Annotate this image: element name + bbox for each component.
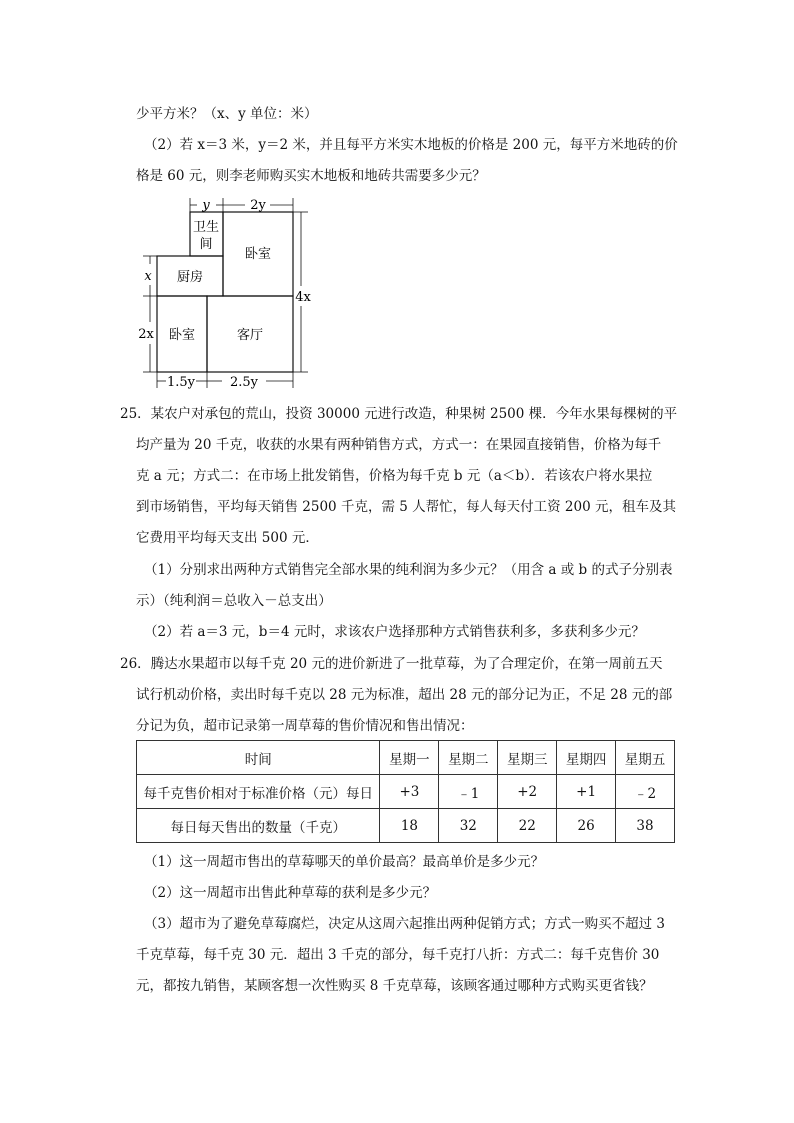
table-row-label-price: 每千克售价相对于标准价格（元）每日 xyxy=(137,775,380,809)
table-header-time: 时间 xyxy=(137,741,380,775)
table-cell: ﹣2 xyxy=(616,775,675,809)
q26-sub3-line3: 元，都按九销售，某顾客想一次性购买 8 千克草莓，该顾客通过哪种方式购买更省钱？ xyxy=(136,978,653,994)
q25-line4: 到市场销售，平均每天销售 2500 千克，需 5 人帮忙，每人每天付工资 200 元，租车及其 xyxy=(136,499,676,515)
q25-sub1-line2: 示）（纯利润＝总收入－总支出） xyxy=(136,593,332,609)
q25-line1: 25．某农户对承包的荒山，投资 30000 元进行改造，种果树 2500 棵．今年水果每棵树的平 xyxy=(120,406,678,422)
table-cell: 18 xyxy=(380,809,439,843)
table-cell: 26 xyxy=(557,809,616,843)
table-header-thursday: 星期四 xyxy=(557,741,616,775)
table-header-row xyxy=(137,741,675,775)
table-header-wednesday: 星期三 xyxy=(498,741,557,775)
q25-sub1-line1: （1）分别求出两种方式销售完全部水果的纯利润为多少元？（用含 a 或 b 的式子分别表 xyxy=(144,562,673,578)
table-header-monday: 星期一 xyxy=(380,741,439,775)
label-top-y: y xyxy=(202,198,210,213)
intro-line: 少平方米？（x、y 单位：米） xyxy=(136,106,318,122)
room-bedroom-bottom: 卧室 xyxy=(168,328,196,343)
table-header-friday: 星期五 xyxy=(616,741,675,775)
q25-sub2: （2）若 a＝3 元，b＝4 元时，求该农户选择那种方式销售获利多，多获利多少元？ xyxy=(144,624,645,640)
table-header-tuesday: 星期二 xyxy=(439,741,498,775)
table-cell: +3 xyxy=(380,775,439,809)
table-cell: +1 xyxy=(557,775,616,809)
q26-sub3-line2: 千克草莓，每千克 30 元．超出 3 千克的部分，每千克打八折：方式二：每千克售价 30 xyxy=(136,947,660,963)
table-cell: 38 xyxy=(616,809,675,843)
room-kitchen: 厨房 xyxy=(176,270,204,285)
label-left-2x: 2x xyxy=(138,327,154,342)
room-bedroom-top: 卧室 xyxy=(244,247,272,262)
q26-line2: 试行机动价格，卖出时每千克以 28 元为标准，超出 28 元的部分记为正，不足 28 元的部 xyxy=(136,687,673,703)
q26-sub1: （1）这一周超市售出的草莓哪天的单价最高？最高单价是多少元？ xyxy=(144,854,545,870)
table-row xyxy=(137,775,675,809)
question-2-line1: （2）若 x＝3 米，y＝2 米，并且每平方米实木地板的价格是 200 元，每平方米地砖的价 xyxy=(144,137,678,153)
q25-line2: 均产量为 20 千克，收获的水果有两种销售方式，方式一：在果园直接销售，价格为每千 xyxy=(136,437,662,453)
label-left-x: x xyxy=(144,269,152,284)
label-right-4x: 4x xyxy=(295,290,311,305)
room-bathroom-line1: 卫生 xyxy=(192,220,220,235)
table-cell: +2 xyxy=(498,775,557,809)
table-cell: 22 xyxy=(498,809,557,843)
q26-sub3-line1: （3）超市为了避免草莓腐烂，决定从这周六起推出两种促销方式；方式一购买不超过 3 xyxy=(144,916,665,932)
table-row-label-quantity: 每日每天售出的数量（千克） xyxy=(137,809,380,843)
q26-line3: 分记为负，超市记录第一周草莓的售价情况和售出情况： xyxy=(136,718,474,734)
sales-table xyxy=(136,740,675,843)
label-top-2y: 2y xyxy=(250,198,266,213)
q26-line1: 26．腾达水果超市以每千克 20 元的进价新进了一批草莓，为了合理定价，在第一周前五天 xyxy=(120,656,663,672)
room-living-room: 客厅 xyxy=(236,328,264,343)
q25-line3: 克 a 元；方式二：在市场上批发销售，价格为每千克 b 元（a＜b）．若该农户将水果拉 xyxy=(136,468,653,484)
label-bottom-2-5y: 2.5y xyxy=(229,375,259,390)
table-cell: ﹣1 xyxy=(439,775,498,809)
room-bathroom-line2: 间 xyxy=(199,237,213,252)
table-cell: 32 xyxy=(439,809,498,843)
label-bottom-1-5y: 1.5y xyxy=(166,375,196,390)
q25-line5: 它费用平均每天支出 500 元． xyxy=(136,530,319,546)
question-2-line2: 格是 60 元，则李老师购买实木地板和地砖共需要多少元？ xyxy=(136,168,486,184)
table-row xyxy=(137,809,675,843)
q26-sub2: （2）这一周超市出售此种草莓的获利是多少元？ xyxy=(144,885,437,901)
